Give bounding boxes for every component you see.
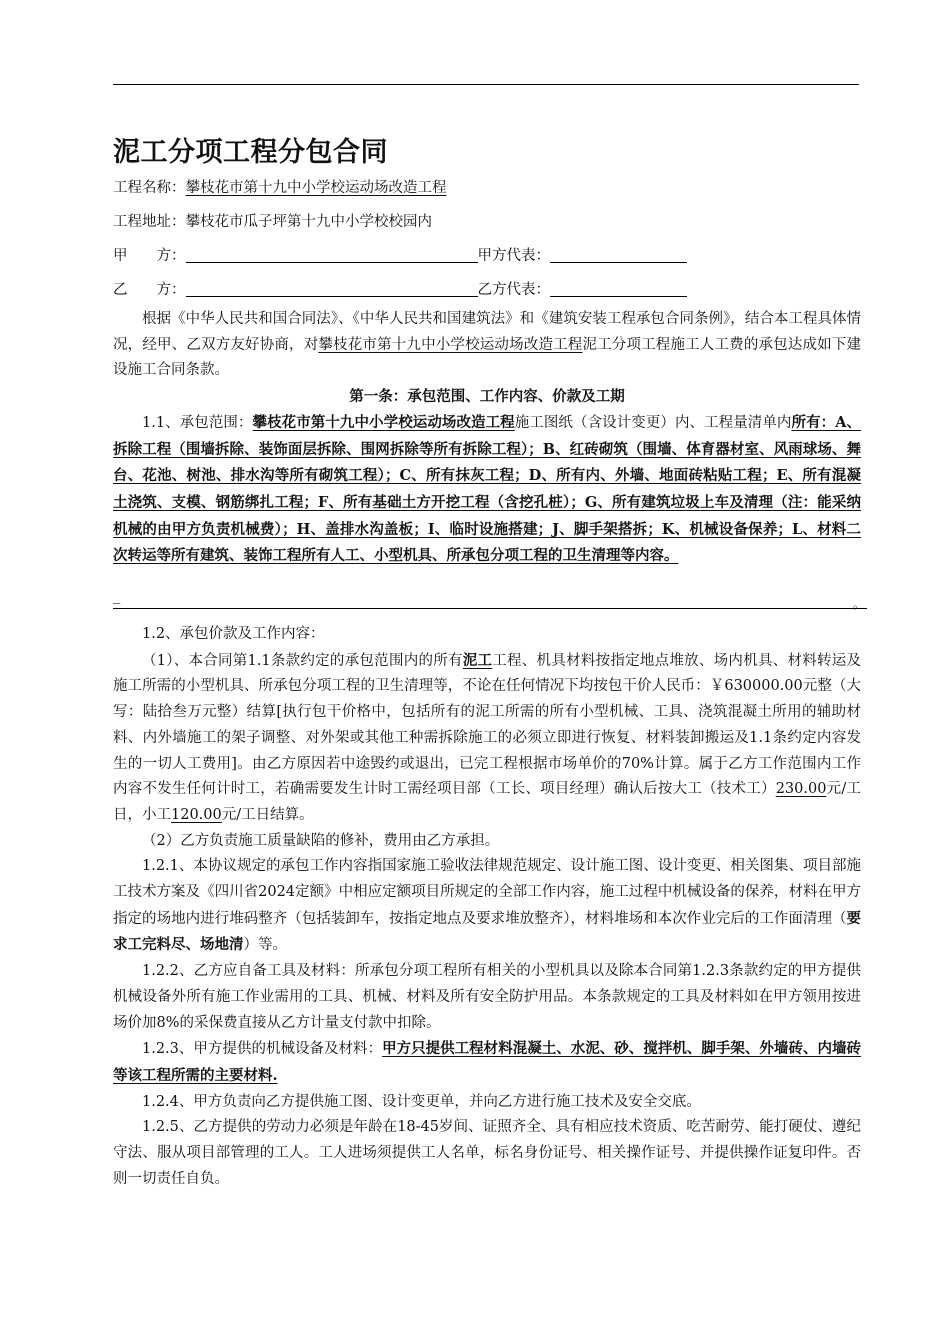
clause-1-2-2: 1.2.2、乙方应自备工具及材料：所承包分项工程所有相关的小型机具以及除本合同第1.2.3条款约定的甲方提供机械设备外所有施工作业需用的工具、机械、材料及所有安全防护用品。本条款规定的工具及材料如在甲方领用按进场价加8%的采保费直接从乙方计量支付款中扣除。 bbox=[113, 963, 861, 1031]
clause-1-2-trade: 泥工 bbox=[462, 651, 493, 669]
intro-paragraph bbox=[113, 307, 861, 384]
blank-fill-line bbox=[113, 570, 865, 622]
project-name-value: 攀枝花市第十九中小学校运动场改造工程 bbox=[185, 180, 447, 196]
party-a-label: 甲 方： bbox=[113, 248, 186, 264]
unskilled-rate: 120.00 bbox=[171, 806, 222, 823]
contract-body bbox=[113, 307, 865, 1193]
clause-1-2-3 bbox=[113, 1036, 861, 1089]
project-address-line bbox=[113, 210, 432, 231]
party-b-blank bbox=[186, 281, 478, 297]
clause-1-1-scope: 所有：A、拆除工程（围墙拆除、装饰面层拆除、围网拆除等所有拆除工程）；B、红砖砌筑（围墙、体育器材室、风雨球场、舞台、花池、树池、排水沟等所有砌筑工程）；C、所有抹灰工程；D、所有内、外墙、地面砖粘贴工程；E、所有混凝土浇筑、支模、钢筋绑扎工程；F、所有基础土方开挖工程（含挖孔桩）；G、所有建筑垃圾上车及清理（注：能采纳机械的由甲方负责机械费）；H、盖排水沟盖板；I、临时设施搭建；J、脚手架搭拆；K、机械设备保养；L、材料二次转运等所有建筑、装饰工程所有人工、小型机具、所承包分项工程的卫生清理等内容。 bbox=[113, 413, 862, 565]
top-rule bbox=[113, 84, 859, 85]
project-address-label: 工程地址： bbox=[113, 214, 186, 230]
clause-1-2-1 bbox=[113, 854, 861, 959]
party-b-rep-label: 乙方代表： bbox=[477, 282, 550, 298]
clause-1-2-3-materials: 甲方只提供工程材料混凝土、水泥、砂、搅拌机、脚手架、外墙砖、内墙砖等该工程所需的主要材料. bbox=[113, 1040, 861, 1084]
clause-1-2-5: 1.2.5、乙方提供的劳动力必须是年龄在18-45岁间、证照齐全、具有相应技术资质、吃苦耐劳、能打硬仗、遵纪守法、服从项目部管理的工人。工人进场须提供工人名单，标名身份证号、相关操作证号、并提供操作证复印件。否则一切责任自负。 bbox=[113, 1119, 861, 1187]
clause-1-2-text-2: 工程、机具材料按指定地点堆放、场内机具、材料转运及施工所需的小型机具、所承包分项工程的卫生清理等，不论在任何情况下均按包干价人民币：￥630000.00元整（大写：陆拾叁万元整）结算[执行包干价格中，包括所有的泥工所需的所有小型机械、工具、浇筑混凝土所用的辅助材料、内外墙施工的架子调整、对外架或其他工种需拆除施工的必须立即进行恢复、材料装卸搬运及1.1条约定内容发生的一切人工费用]。由乙方原因若中途毁约或退出，已完工程根据市场单价的70%计算。属于乙方工作范围内工作内容不发生任何计时工，若确需要发生计时工需经项目部（工长、项目经理）确认后按大工（技术工） bbox=[113, 652, 862, 798]
clause-1-1-project: 攀枝花市第十九中小学校运动场改造工程 bbox=[252, 413, 515, 431]
party-b-label: 乙 方： bbox=[113, 282, 186, 298]
fill-end-mark: 。 bbox=[852, 597, 865, 612]
clause-1-1-label: 1.1、承包范围： bbox=[142, 414, 253, 431]
clause-1-2-label: 1.2、承包价款及工作内容： bbox=[142, 626, 325, 643]
intro-text-1: 根据《中华人民共和国合同法》、《中华人民共和国建筑法》和《建筑安装工程承包合同条例》，结合本工程具体情况，经甲、乙双方友好协商，对 bbox=[113, 311, 861, 353]
skilled-rate: 230.00 bbox=[775, 781, 827, 798]
clause-1-2-text-3: 元/工日，小工 bbox=[113, 781, 862, 823]
clause-1-2-4: 1.2.4、甲方负责向乙方提供施工图、设计变更单，并向乙方进行施工技术及安全交底。 bbox=[142, 1093, 701, 1110]
contract-title: 泥工分项工程分包合同 bbox=[113, 137, 388, 168]
clause-1-2-text-4: 元/工日结算。 bbox=[221, 806, 314, 823]
party-a-rep-blank bbox=[550, 247, 687, 263]
party-a-rep-label: 甲方代表： bbox=[477, 248, 550, 264]
fill-rule bbox=[113, 608, 867, 609]
clause-1-1 bbox=[113, 410, 861, 570]
clause-1-2-1-end: ）等。 bbox=[243, 937, 287, 954]
clause-1-2-2nd: （2）乙方负责施工质量缺陷的修补，费用由乙方承担。 bbox=[142, 832, 500, 849]
clause-1-2-3-label: 1.2.3、甲方提供的机械设备及材料： bbox=[142, 1041, 383, 1058]
clause-1-2-1-text: 1.2.1、本协议规定的承包工作内容指国家施工验收法律规范规定、设计施工图、设计变更、相关图集、项目部施工技术方案及《四川省2024定额》中相应定额项目所规定的全部工作内容，施工过程中机械设备的保养，材料在甲方指定的场地内进行堆码整齐（包括装卸车，按指定地点及要求堆放整齐），材料堆场和本次作业完后的工作面清理（ bbox=[113, 858, 861, 927]
clause-1-2-1st bbox=[113, 648, 861, 829]
clause-1-1-text: 施工图纸（含设计变更）内、工程量清单内 bbox=[514, 414, 792, 431]
project-name-label: 工程名称： bbox=[113, 180, 186, 196]
clause-1-2-text-1: （1）、本合同第1.1条款约定的承包范围内的所有 bbox=[142, 652, 463, 669]
project-name-line bbox=[113, 176, 447, 197]
party-a-blank bbox=[186, 247, 478, 263]
intro-text-2: 泥工分项工程施工人工费的承包达成如下建设施工合同条款。 bbox=[113, 336, 862, 379]
project-address-value: 攀枝花市瓜子坪第十九中小学校校园内 bbox=[185, 214, 432, 230]
party-a-line bbox=[113, 244, 687, 265]
party-b-rep-blank bbox=[550, 281, 687, 297]
party-b-line bbox=[113, 278, 687, 299]
fill-dash: _ bbox=[113, 588, 121, 605]
intro-project-name: 攀枝花市第十九中小学校运动场改造工程 bbox=[318, 336, 583, 353]
clause-1-2-1-emphasis: 要求工完料尽、场地清 bbox=[113, 909, 861, 954]
article-1-heading: 第一条：承包范围、工作内容、价款及工期 bbox=[349, 388, 625, 406]
